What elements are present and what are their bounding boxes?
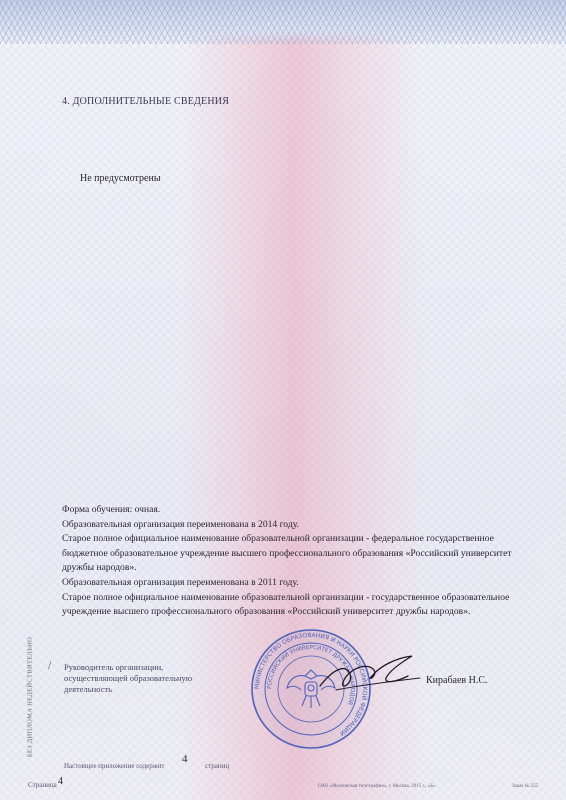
label-line: осуществляющей образовательную [64, 673, 193, 683]
label-line: Руководитель организации, [64, 662, 164, 672]
notes-block [62, 503, 532, 620]
security-pattern-band [0, 0, 566, 44]
section-title: 4. ДОПОЛНИТЕЛЬНЫЕ СВЕДЕНИЯ [62, 96, 230, 107]
note-old-name-2011: Старое полное официальное наименование образовательной организации - государственное образовательное учреждение высшего профессионального образования «Российский университет дружбы народов». [62, 591, 510, 618]
vertical-validity-text [23, 602, 37, 792]
label-line: деятельность [64, 684, 112, 694]
section-content: Не предусмотрены [80, 173, 161, 184]
handwritten-signature [316, 648, 426, 700]
pages-count-prefix: Настоящее приложение содержит [64, 762, 165, 770]
signature-slash: / [48, 658, 52, 672]
head-name: Кирабаев Н.С. [426, 675, 488, 686]
pages-count-suffix: страниц [205, 762, 230, 770]
note-rename-2014: Образовательная организация переименована в 2014 году. [62, 518, 299, 530]
seal-outer-text: МИНИСТЕРСТВО ОБРАЗОВАНИЯ И НАУКИ РОССИЙСКОЙ ФЕДЕРАЦИИ [253, 631, 369, 737]
head-of-organization-label [64, 662, 234, 695]
note-old-name-2014: Старое полное официальное наименование образовательной организации - федеральное государственное бюджетное образовательное учреждение высшего профессионального образования «Российский университет дружбы народов». [62, 533, 512, 574]
printer-imprint: ОАО «Московская типография», г. Москва, 2015 г., «Б» [318, 784, 436, 789]
validity-label: БЕЗ ДИПЛОМА НЕДЕЙСТВИТЕЛЬНО [26, 636, 34, 758]
note-study-form: Форма обучения: очная. [62, 504, 161, 515]
page-number: 4 [58, 776, 63, 787]
note-rename-2011: Образовательная организация переименована в 2011 году. [62, 576, 299, 588]
seal-inner-text: РОССИЙСКИЙ УНИВЕРСИТЕТ ДРУЖБЫ НАРОДОВ [266, 644, 356, 706]
page-label: Страница [28, 781, 57, 789]
pages-count-value: 4 [182, 753, 188, 765]
order-number: Заказ № 255 [512, 784, 539, 789]
